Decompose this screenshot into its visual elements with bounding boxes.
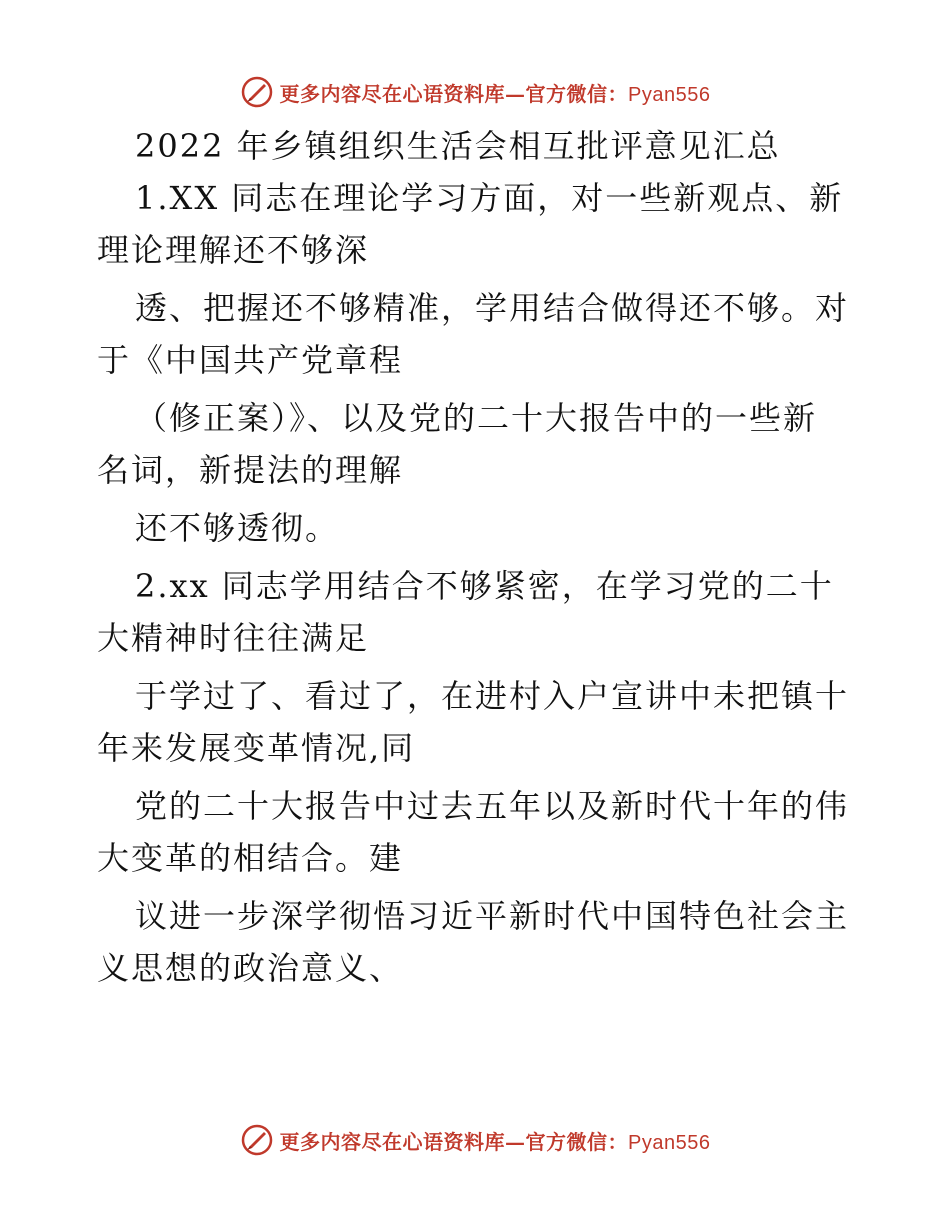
paragraph-line: 透、把握还不够精准，学用结合做得还不够。对 — [135, 289, 850, 327]
header-watermark — [0, 72, 950, 112]
paragraph-line: 议进一步深学彻悟习近平新时代中国特色社会主 — [135, 897, 850, 935]
paragraph-line: 年来发展变革情况,同 — [97, 729, 416, 767]
paragraph-line: 名词，新提法的理解 — [97, 451, 404, 489]
feather-pen-seal-icon — [240, 1123, 274, 1157]
paragraph-line: 2.xx 同志学用结合不够紧密，在学习党的二十 — [135, 567, 834, 605]
feather-pen-seal-icon — [240, 75, 274, 109]
paragraph-line: 大精神时往往满足 — [97, 619, 370, 657]
paragraph-line: 于学过了、看过了，在进村入户宣讲中未把镇十 — [135, 677, 850, 715]
watermark-text: 更多内容尽在心语资料库—官方微信：Pyan556 — [279, 81, 711, 106]
paragraph-line: 1.XX 同志在理论学习方面，对一些新观点、新 — [135, 179, 844, 217]
paragraph-line: 还不够透彻。 — [135, 509, 340, 547]
watermark-text: 更多内容尽在心语资料库—官方微信：Pyan556 — [279, 1129, 711, 1154]
paragraph-line: （修正案）》、以及党的二十大报告中的一些新 — [135, 399, 818, 437]
document-body — [97, 120, 857, 994]
paragraph-line: 于《中国共产党章程 — [97, 341, 404, 379]
paragraph-line: 理论理解还不够深 — [97, 231, 370, 269]
footer-watermark — [0, 1120, 950, 1160]
paragraph-line: 大变革的相结合。建 — [97, 839, 404, 877]
document-title: 2022 年乡镇组织生活会相互批评意见汇总 — [135, 127, 781, 165]
paragraph-line: 党的二十大报告中过去五年以及新时代十年的伟 — [135, 787, 850, 825]
paragraph-line: 义思想的政治意义、 — [97, 949, 404, 987]
